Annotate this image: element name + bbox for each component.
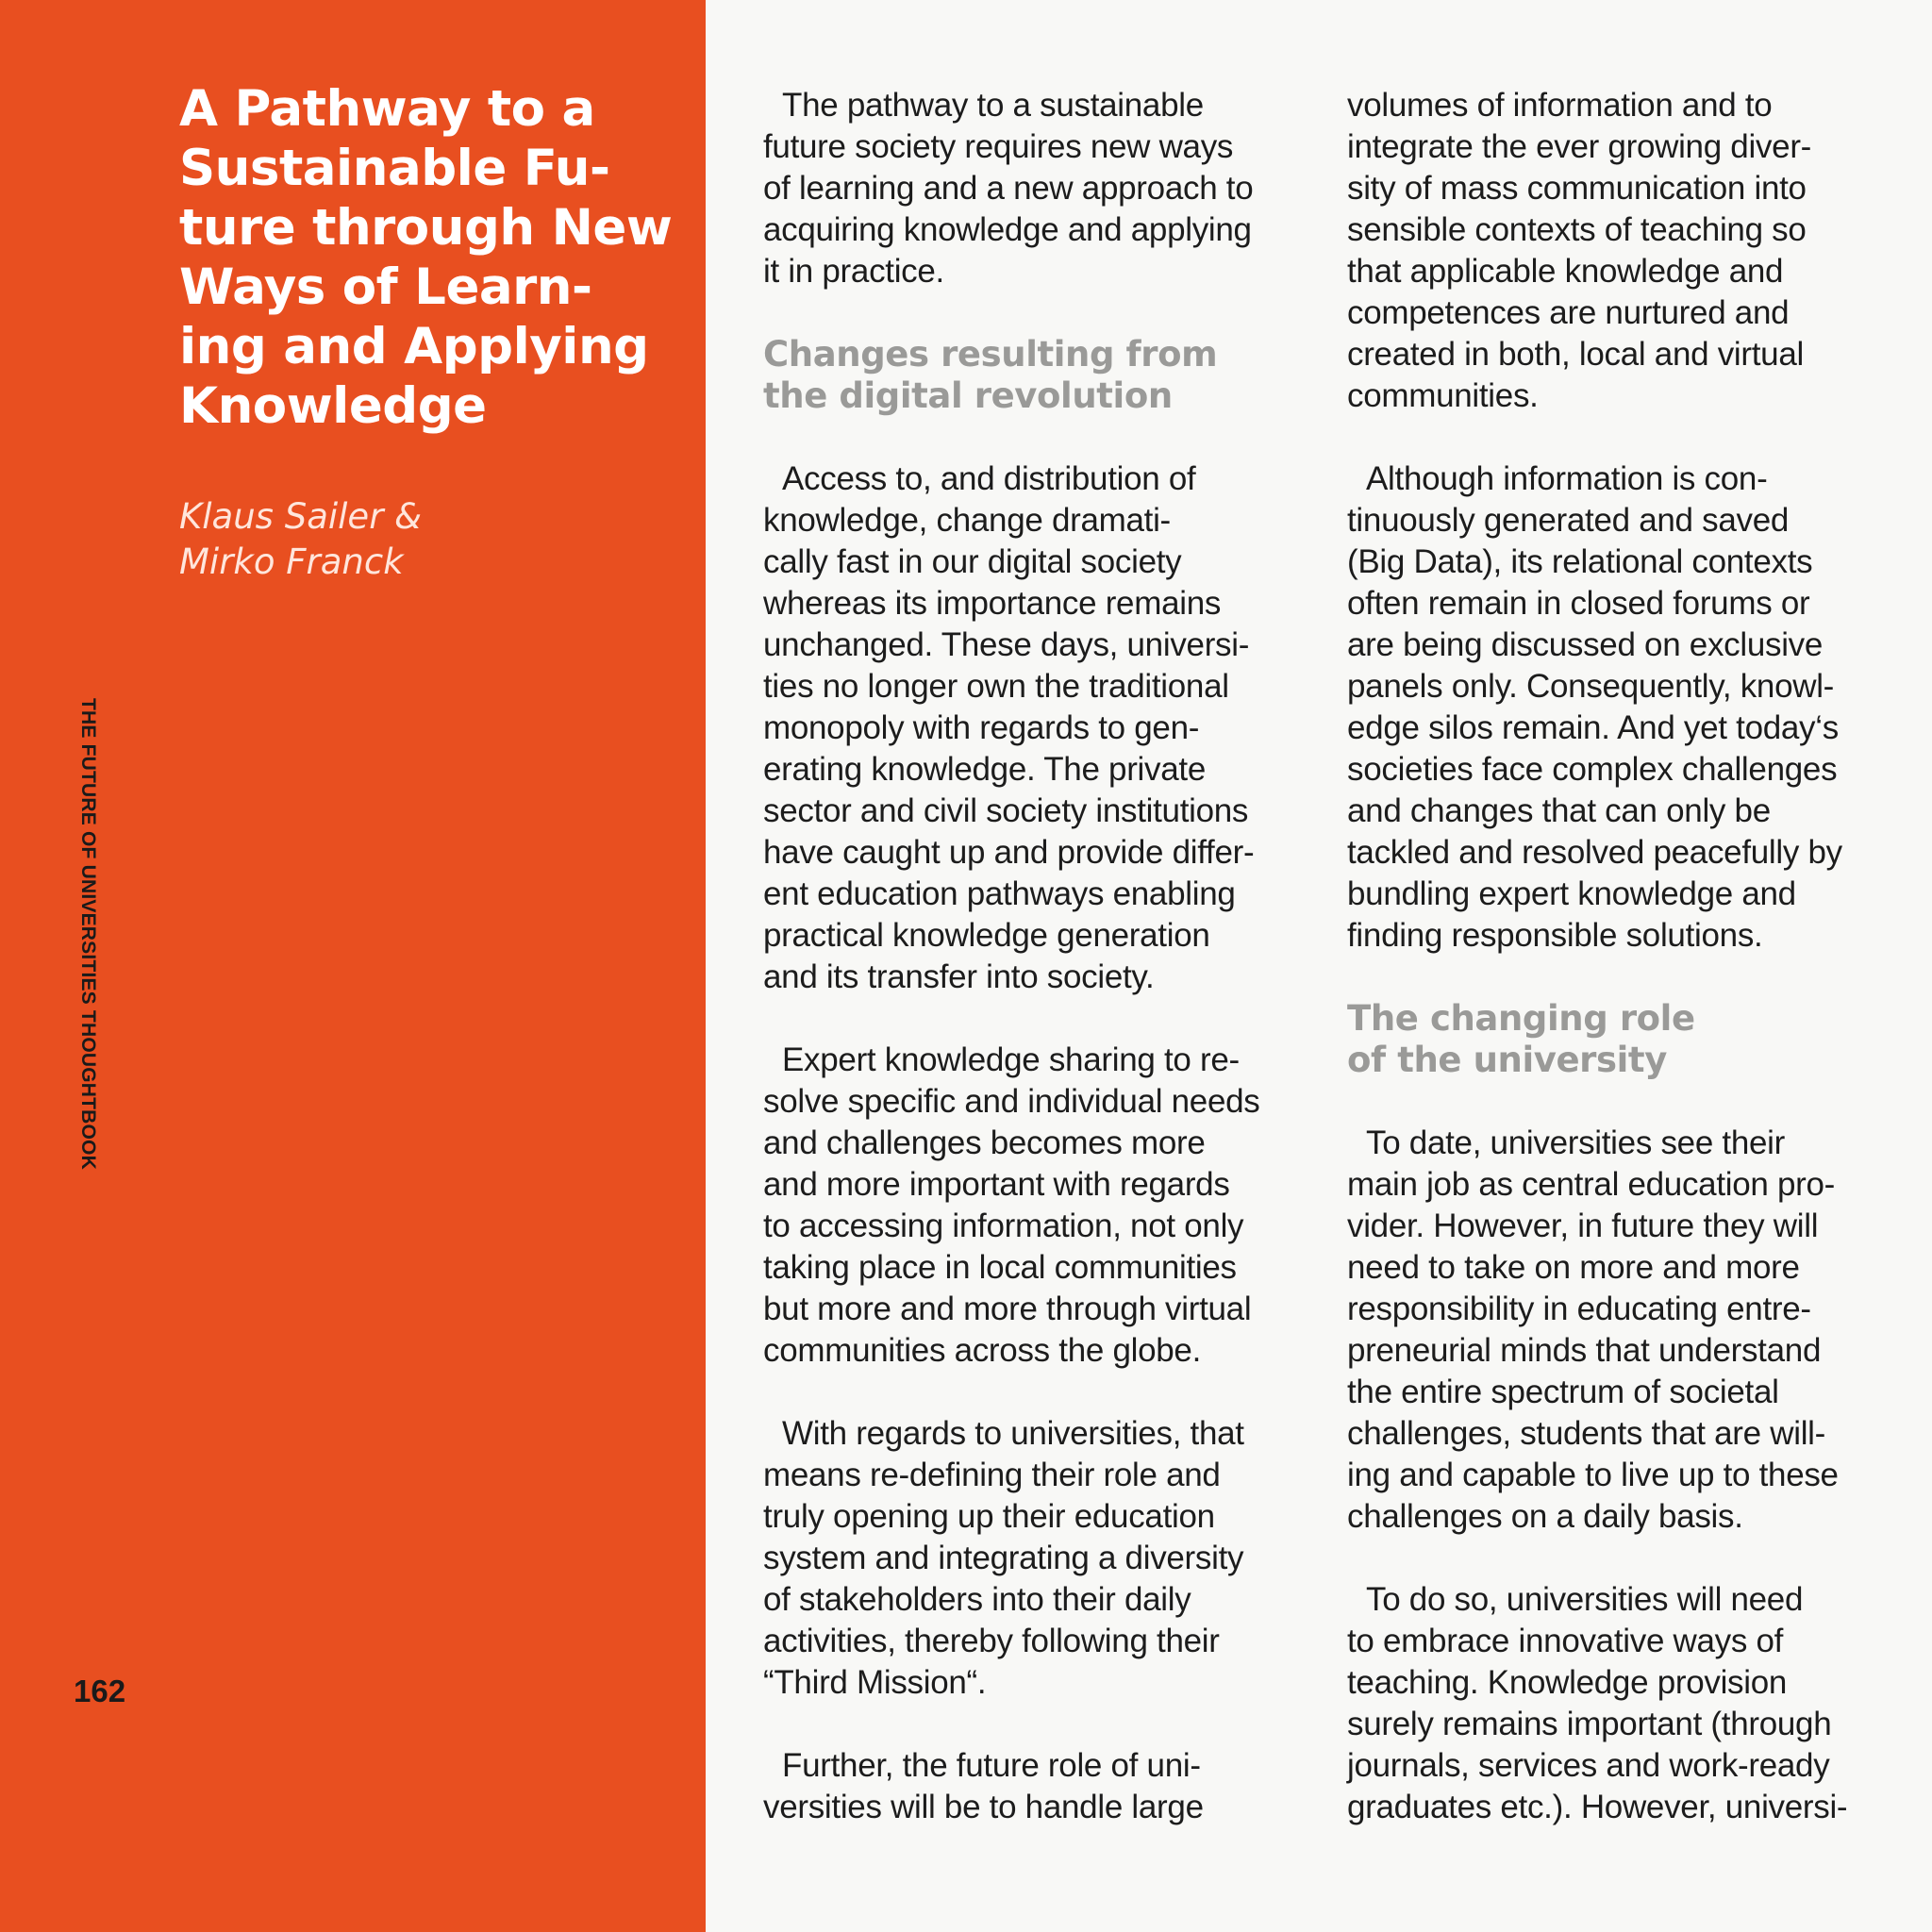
text-line: vider. However, in future they will xyxy=(1347,1208,1819,1244)
text-line: main job as central education pro- xyxy=(1347,1166,1836,1203)
text-line: acquiring knowledge and applying xyxy=(763,211,1252,248)
text-line: that applicable knowledge and xyxy=(1347,253,1784,290)
text-line: challenges, students that are will- xyxy=(1347,1415,1825,1452)
paragraph xyxy=(763,85,1291,292)
text-line: With regards to universities, that xyxy=(782,1415,1244,1452)
paragraph xyxy=(1347,458,1875,957)
heading-line: of the university xyxy=(1347,1040,1667,1080)
heading-line: Changes resulting from xyxy=(763,334,1218,375)
text-line: competences are nurtured and xyxy=(1347,294,1790,331)
paragraph xyxy=(763,1745,1291,1828)
text-line: ent education pathways enabling xyxy=(763,875,1236,912)
text-line: unchanged. These days, universi- xyxy=(763,626,1250,663)
text-line: edge silos remain. And yet today‘s xyxy=(1347,709,1839,746)
text-line: finding responsible solutions. xyxy=(1347,917,1763,954)
title-line: ture through New xyxy=(179,199,673,257)
title-line: Sustainable Fu- xyxy=(179,140,610,197)
text-line: knowledge, change dramati- xyxy=(763,502,1171,539)
text-line: societies face complex challenges xyxy=(1347,751,1838,788)
text-line: of learning and a new approach to xyxy=(763,170,1254,207)
text-line: Although information is con- xyxy=(1366,460,1768,497)
paragraph xyxy=(763,1040,1291,1372)
text-line: (Big Data), its relational contexts xyxy=(1347,543,1813,580)
text-line: graduates etc.). However, universi- xyxy=(1347,1789,1848,1825)
text-line: of stakeholders into their daily xyxy=(763,1581,1191,1618)
title-line: ing and Applying xyxy=(179,318,649,375)
paragraph xyxy=(763,1413,1291,1704)
title-line: A Pathway to a xyxy=(179,80,595,138)
text-line: communities. xyxy=(1347,377,1539,414)
text-line: but more and more through virtual xyxy=(763,1291,1252,1327)
text-line: versities will be to handle large xyxy=(763,1789,1204,1825)
running-head: THE FUTURE OF UNIVERSITIES THOUGHTBOOK xyxy=(77,698,99,1170)
text-line: created in both, local and virtual xyxy=(1347,336,1804,373)
author-line: Klaus Sailer & xyxy=(179,496,423,537)
text-line: teaching. Knowledge provision xyxy=(1347,1664,1788,1701)
heading-line: the digital revolution xyxy=(763,375,1173,416)
text-line: to accessing information, not only xyxy=(763,1208,1244,1244)
title-panel xyxy=(0,0,706,1932)
text-line: bundling expert knowledge and xyxy=(1347,875,1796,912)
text-line: communities across the globe. xyxy=(763,1332,1202,1369)
text-line: surely remains important (through xyxy=(1347,1706,1832,1742)
paragraph xyxy=(763,458,1291,998)
text-line: The pathway to a sustainable xyxy=(782,87,1204,124)
text-line: have caught up and provide differ- xyxy=(763,834,1255,871)
text-line: sector and civil society institutions xyxy=(763,792,1249,829)
text-line: to embrace innovative ways of xyxy=(1347,1623,1784,1659)
text-line: integrate the ever growing diver- xyxy=(1347,128,1812,165)
title-line: Knowledge xyxy=(179,377,487,435)
text-line: Expert knowledge sharing to re- xyxy=(782,1041,1240,1078)
article-authors xyxy=(179,494,422,585)
text-line: preneurial minds that understand xyxy=(1347,1332,1822,1369)
text-line: volumes of information and to xyxy=(1347,87,1773,124)
text-line: means re-defining their role and xyxy=(763,1457,1221,1493)
text-line: Further, the future role of uni- xyxy=(782,1747,1201,1784)
paragraph xyxy=(1347,1123,1875,1538)
text-line: sensible contexts of teaching so xyxy=(1347,211,1807,248)
text-line: challenges on a daily basis. xyxy=(1347,1498,1743,1535)
text-column-left xyxy=(763,85,1291,1828)
text-line: are being discussed on exclusive xyxy=(1347,626,1824,663)
text-line: activities, thereby following their xyxy=(763,1623,1220,1659)
text-line: responsibility in educating entre- xyxy=(1347,1291,1811,1327)
text-line: monopoly with regards to gen- xyxy=(763,709,1200,746)
text-line: Access to, and distribution of xyxy=(782,460,1196,497)
text-line: and more important with regards xyxy=(763,1166,1230,1203)
text-line: often remain in closed forums or xyxy=(1347,585,1810,622)
text-line: solve specific and individual needs xyxy=(763,1083,1260,1120)
text-column-right xyxy=(1347,85,1875,1828)
text-line: cally fast in our digital society xyxy=(763,543,1182,580)
text-line: practical knowledge generation xyxy=(763,917,1210,954)
text-line: and changes that can only be xyxy=(1347,792,1771,829)
text-line: ing and capable to live up to these xyxy=(1347,1457,1839,1493)
text-line: taking place in local communities xyxy=(763,1249,1237,1286)
text-line: erating knowledge. The private xyxy=(763,751,1206,788)
paragraph xyxy=(1347,1579,1875,1828)
text-line: the entire spectrum of societal xyxy=(1347,1374,1779,1410)
text-line: “Third Mission“. xyxy=(763,1664,987,1701)
text-line: sity of mass communication into xyxy=(1347,170,1807,207)
text-line: tinuously generated and saved xyxy=(1347,502,1790,539)
text-line: and challenges becomes more xyxy=(763,1124,1206,1161)
page-number: 162 xyxy=(74,1674,126,1708)
article-title xyxy=(179,79,673,436)
section-heading xyxy=(763,334,1291,417)
text-line: panels only. Consequently, knowl- xyxy=(1347,668,1835,705)
text-line: whereas its importance remains xyxy=(763,585,1222,622)
text-line: future society requires new ways xyxy=(763,128,1234,165)
text-line: To date, universities see their xyxy=(1366,1124,1785,1161)
text-line: and its transfer into society. xyxy=(763,958,1155,995)
paragraph xyxy=(1347,85,1875,417)
text-line: tackled and resolved peacefully by xyxy=(1347,834,1842,871)
text-line: it in practice. xyxy=(763,253,944,290)
heading-line: The changing role xyxy=(1347,998,1695,1039)
text-line: journals, services and work-ready xyxy=(1347,1747,1830,1784)
text-line: need to take on more and more xyxy=(1347,1249,1800,1286)
section-heading xyxy=(1347,998,1875,1081)
author-line: Mirko Franck xyxy=(179,541,404,582)
title-line: Ways of Learn- xyxy=(179,258,592,316)
text-line: truly opening up their education xyxy=(763,1498,1215,1535)
text-line: To do so, universities will need xyxy=(1366,1581,1804,1618)
text-line: ties no longer own the traditional xyxy=(763,668,1229,705)
text-line: system and integrating a diversity xyxy=(763,1540,1244,1576)
